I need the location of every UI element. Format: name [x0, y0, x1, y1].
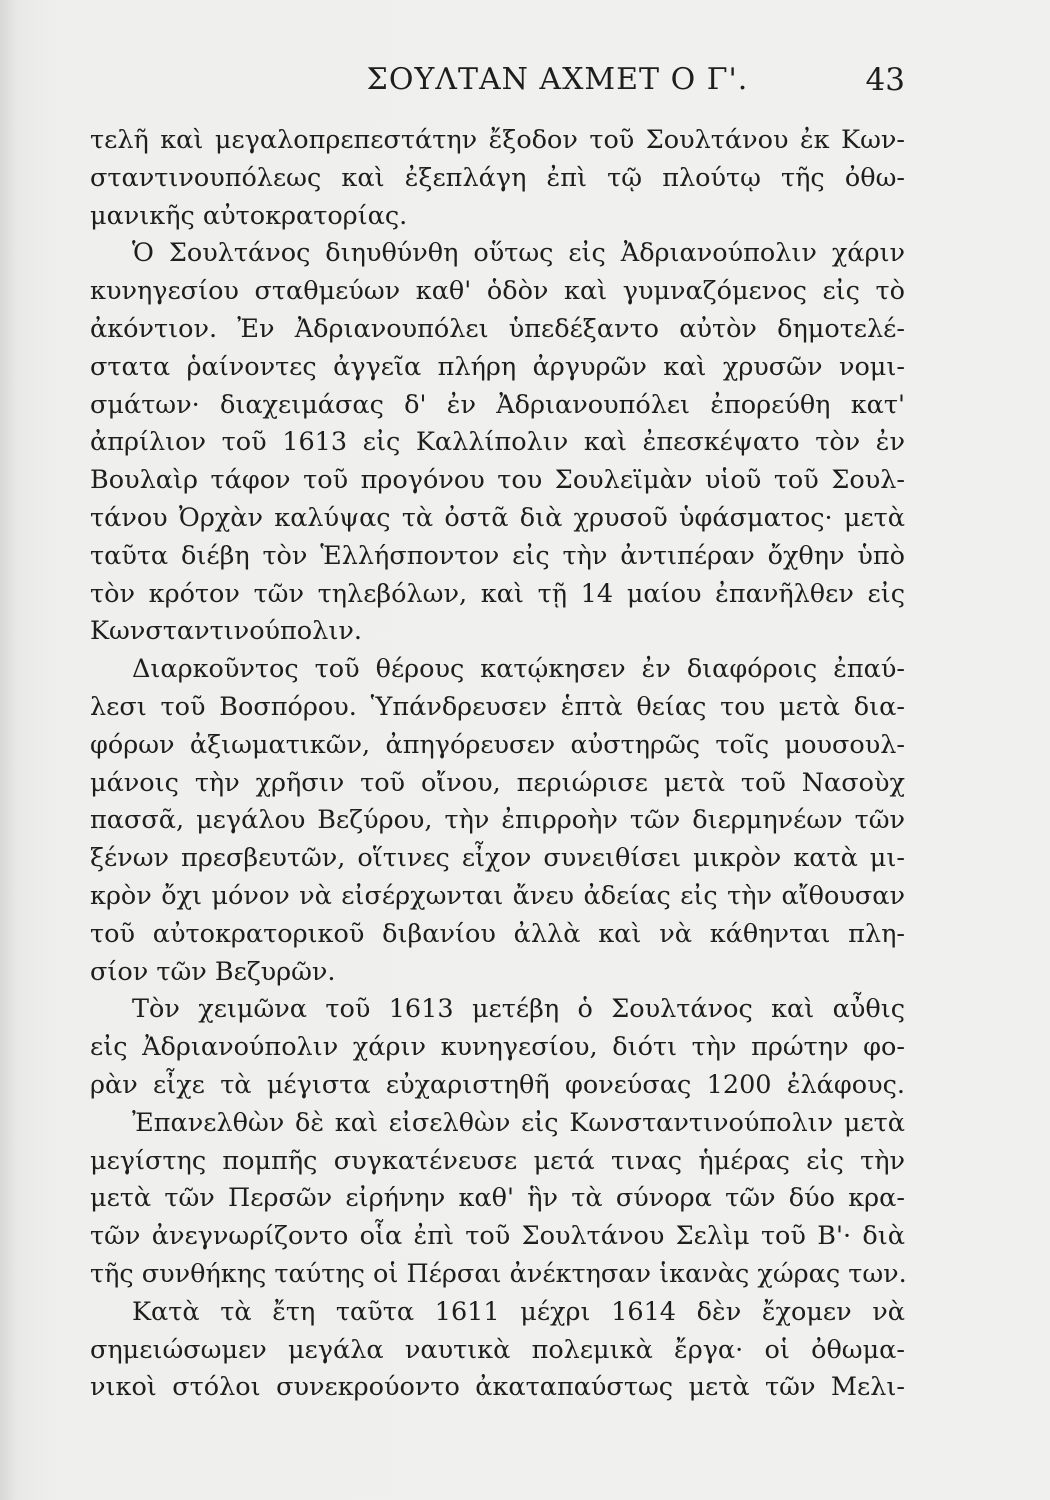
text-line: τῶν ἀνεγνωρίζοντο οἷα ἐπὶ τοῦ Σουλτάνου Σελὶμ τοῦ Β'· διὰ	[90, 1221, 905, 1252]
text-line: τάνου Ὀρχὰν καλύψας τὰ ὀστᾶ διὰ χρυσοῦ ὑφάσματος· μετὰ	[90, 502, 905, 533]
text-line: ταῦτα διέβη τὸν Ἑλλήσποντον εἰς τὴν ἀντιπέραν ὄχθην ὑπὸ	[90, 540, 905, 571]
text-line: τοῦ αὐτοκρατορικοῦ διβανίου ἀλλὰ καὶ νὰ κάθηνται πλη-	[90, 918, 905, 949]
body-text	[90, 122, 905, 1407]
text-line: μετὰ τῶν Περσῶν εἰρήνην καθ' ἣν τὰ σύνορα τῶν δύο κρα-	[90, 1183, 905, 1214]
text-line: Τὸν χειμῶνα τοῦ 1613 μετέβη ὁ Σουλτάνος καὶ αὖθις	[132, 994, 905, 1025]
text-line: ξένων πρεσβευτῶν, οἵτινες εἶχον συνειθίσει μικρὸν κατὰ μι-	[90, 843, 905, 874]
text-line: σταντινουπόλεως καὶ ἐξεπλάγη ἐπὶ τῷ πλούτῳ τῆς ὀθω-	[90, 162, 905, 193]
text-line: λεσι τοῦ Βοσπόρου. Ὑπάνδρευσεν ἑπτὰ θείας του μετὰ δια-	[90, 691, 905, 722]
text-line: Κατὰ τὰ ἔτη ταῦτα 1611 μέχρι 1614 δὲν ἔχομεν νὰ	[132, 1296, 905, 1327]
text-line: μάνοις τὴν χρῆσιν τοῦ οἴνου, περιώρισε μετὰ τοῦ Νασοὺχ	[90, 767, 905, 798]
text-line: νικοὶ στόλοι συνεκρούοντο ἀκαταπαύστως μετὰ τῶν Μελι-	[90, 1372, 905, 1403]
running-title: ΣΟΥΛΤΑΝ ΑΧΜΕΤ Ο Γ'.	[366, 62, 749, 97]
text-line: σίον τῶν Βεζυρῶν.	[90, 956, 336, 987]
text-line: Βουλαὶρ τάφον τοῦ προγόνου του Σουλεϊμὰν υἱοῦ τοῦ Σουλ-	[90, 465, 905, 496]
text-line: Διαρκοῦντος τοῦ θέρους κατῴκησεν ἐν διαφόροις ἐπαύ-	[132, 654, 905, 685]
text-line: Ὁ Σουλτάνος διηυθύνθη οὕτως εἰς Ἀδριανούπολιν χάριν	[132, 238, 905, 269]
text-line: ἀκόντιον. Ἐν Ἀδριανουπόλει ὑπεδέξαντο αὐτὸν δημοτελέ-	[90, 313, 905, 344]
text-line: τῆς συνθήκης ταύτης οἱ Πέρσαι ἀνέκτησαν ἱκανὰς χώρας των.	[90, 1258, 907, 1289]
text-line: τὸν κρότον τῶν τηλεβόλων, καὶ τῇ 14 μαίου ἐπανῆλθεν εἰς	[90, 578, 905, 609]
text-line: μανικῆς αὐτοκρατορίας.	[90, 200, 408, 231]
text-line: ρὰν εἶχε τὰ μέγιστα εὐχαριστηθῆ φονεύσας 1200 ἐλάφους.	[90, 1069, 905, 1100]
text-line: μεγίστης πομπῆς συγκατένευσε μετά τινας ἡμέρας εἰς τὴν	[90, 1145, 905, 1176]
text-line: πασσᾶ, μεγάλου Βεζύρου, τὴν ἐπιρροὴν τῶν διερμηνέων τῶν	[90, 805, 905, 836]
text-line: ἀπρίλιον τοῦ 1613 εἰς Καλλίπολιν καὶ ἐπεσκέψατο τὸν ἐν	[90, 427, 905, 458]
text-line: τελῆ καὶ μεγαλοπρεπεστάτην ἔξοδον τοῦ Σουλτάνου ἐκ Κων-	[90, 125, 905, 155]
text-line: κρὸν ὄχι μόνον νὰ εἰσέρχωνται ἄνευ ἀδείας εἰς τὴν αἴθουσαν	[90, 880, 905, 911]
page-number: 43	[865, 62, 905, 98]
text-line: κυνηγεσίου σταθμεύων καθ' ὁδὸν καὶ γυμναζόμενος εἰς τὸ	[90, 276, 905, 307]
text-line: στατα ῥαίνοντες ἀγγεῖα πλήρη ἀργυρῶν καὶ χρυσῶν νομι-	[90, 351, 905, 382]
text-line: Κωνσταντινούπολιν.	[90, 616, 362, 647]
text-line: σημειώσωμεν μεγάλα ναυτικὰ πολεμικὰ ἔργα· οἱ ὀθωμα-	[90, 1334, 905, 1365]
text-line: σμάτων· διαχειμάσας δ' ἐν Ἀδριανουπόλει ἐπορεύθη κατ'	[90, 389, 905, 420]
text-line: φόρων ἀξιωματικῶν, ἀπηγόρευσεν αὐστηρῶς τοῖς μουσουλ-	[90, 729, 905, 760]
text-line: Ἐπανελθὼν δὲ καὶ εἰσελθὼν εἰς Κωνσταντινούπολιν μετὰ	[132, 1107, 905, 1138]
text-line: εἰς Ἀδριανούπολιν χάριν κυνηγεσίου, διότι τὴν πρώτην φο-	[90, 1032, 905, 1063]
page-header	[90, 62, 905, 102]
